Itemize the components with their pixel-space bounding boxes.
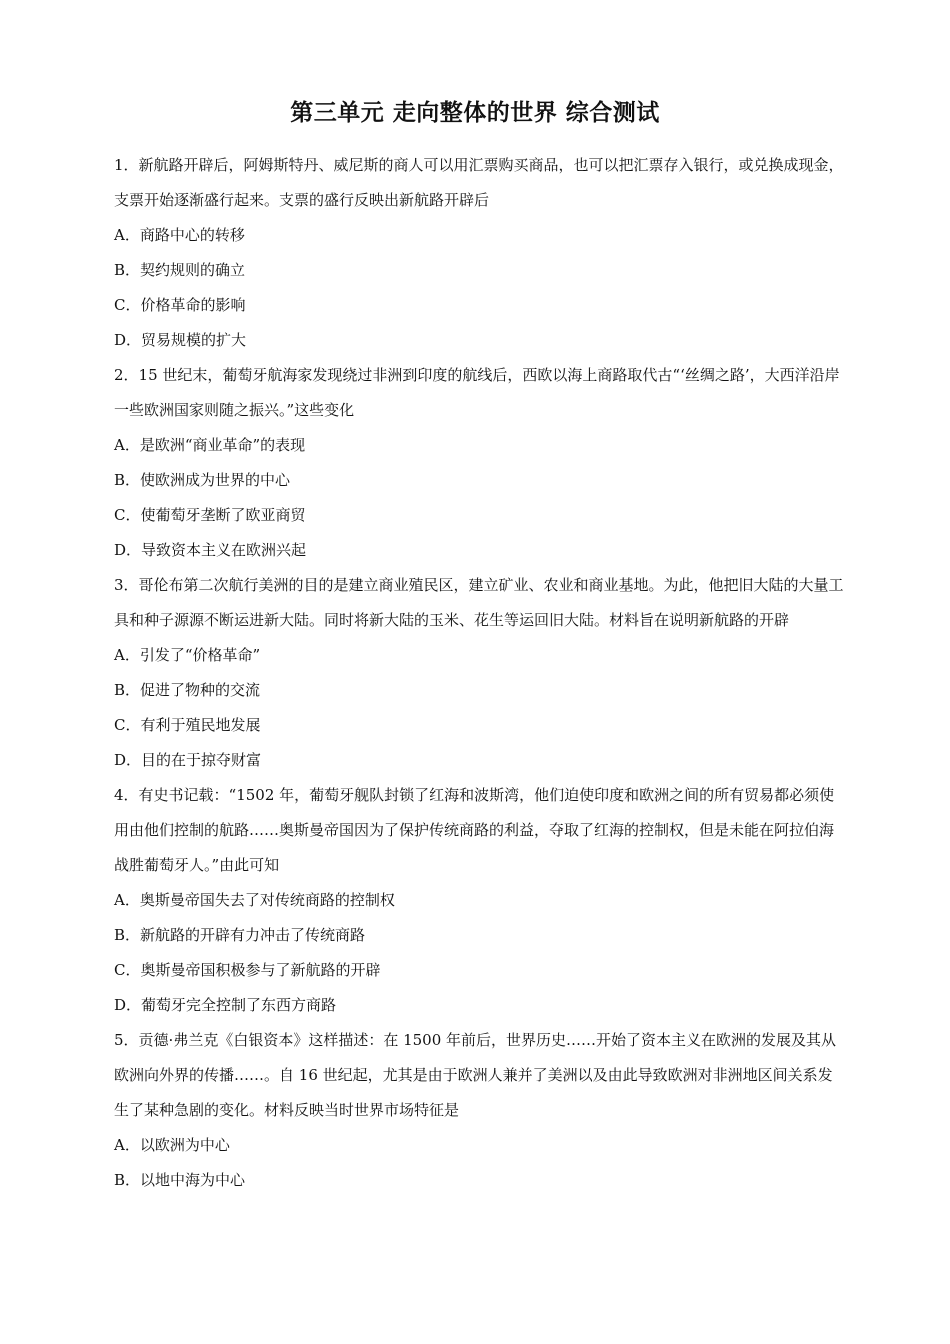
option-a: A．奥斯曼帝国失去了对传统商路的控制权 <box>114 891 395 909</box>
question-stem <box>114 1023 844 1128</box>
question-text: 有史书记载：“1502 年，葡萄牙舰队封锁了红海和波斯湾，他们迫使印度和欧洲之间的所有贸易都必须使用由他们控制的航路……奥斯曼帝国因为了保护传统商路的利益，夺取了红海的控制权，但是未能在阿拉伯海战胜葡萄牙人。”由此可知 <box>114 786 835 874</box>
option-d: D．导致资本主义在欧洲兴起 <box>114 541 307 559</box>
question-number: 5． <box>114 1031 139 1049</box>
question-3 <box>114 568 844 778</box>
option-a: A．商路中心的转移 <box>114 226 245 244</box>
option-b: B．以地中海为中心 <box>114 1171 246 1189</box>
question-text: 15 世纪末，葡萄牙航海家发现绕过非洲到印度的航线后，西欧以海上商路取代古“‘丝绸之路’，大西洋沿岸一些欧洲国家则随之振兴。”这些变化 <box>114 366 840 419</box>
option-a: A．引发了“价格革命” <box>114 646 261 664</box>
question-text: 哥伦布第二次航行美洲的目的是建立商业殖民区，建立矿业、农业和商业基地。为此，他把旧大陆的大量工具和种子源源不断运进新大陆。同时将新大陆的玉米、花生等运回旧大陆。材料旨在说明新航路的开辟 <box>114 576 844 629</box>
question-stem <box>114 568 844 638</box>
option-d: D．目的在于掠夺财富 <box>114 751 262 769</box>
question-number: 3． <box>114 576 139 594</box>
option-a: A．是欧洲“商业革命”的表现 <box>114 436 306 454</box>
question-number: 1． <box>114 156 139 174</box>
question-stem <box>114 148 844 218</box>
question-4 <box>114 778 844 1023</box>
option-d: D．葡萄牙完全控制了东西方商路 <box>114 996 337 1014</box>
question-stem <box>114 358 844 428</box>
option-c: C．使葡萄牙垄断了欧亚商贸 <box>114 506 306 524</box>
option-b: B．促进了物种的交流 <box>114 681 261 699</box>
question-text: 贡德·弗兰克《白银资本》这样描述：在 1500 年前后，世界历史……开始了资本主义在欧洲的发展及其从欧洲向外界的传播……。自 16 世纪起，尤其是由于欧洲人兼并了美洲以及由此导致欧洲对非洲地区间关系发生了某种急剧的变化。材料反映当时世界市场特征是 <box>114 1031 837 1119</box>
question-2 <box>114 358 844 568</box>
option-c: C．有利于殖民地发展 <box>114 716 261 734</box>
page-title: 第三单元 走向整体的世界 综合测试 <box>290 100 660 126</box>
option-b: B．新航路的开辟有力冲击了传统商路 <box>114 926 366 944</box>
question-stem <box>114 778 844 883</box>
option-d: D．贸易规模的扩大 <box>114 331 247 349</box>
question-number: 2． <box>114 366 139 384</box>
question-number: 4． <box>114 786 139 804</box>
question-1 <box>114 148 844 358</box>
question-text: 新航路开辟后，阿姆斯特丹、威尼斯的商人可以用汇票购买商品，也可以把汇票存入银行，或兑换成现金，支票开始逐渐盛行起来。支票的盛行反映出新航路开辟后 <box>114 156 844 209</box>
option-a: A．以欧洲为中心 <box>114 1136 230 1154</box>
question-5 <box>114 1023 844 1198</box>
option-b: B．契约规则的确立 <box>114 261 246 279</box>
option-c: C．价格革命的影响 <box>114 296 246 314</box>
option-c: C．奥斯曼帝国积极参与了新航路的开辟 <box>114 961 381 979</box>
question-list <box>114 148 844 1198</box>
option-b: B．使欧洲成为世界的中心 <box>114 471 291 489</box>
